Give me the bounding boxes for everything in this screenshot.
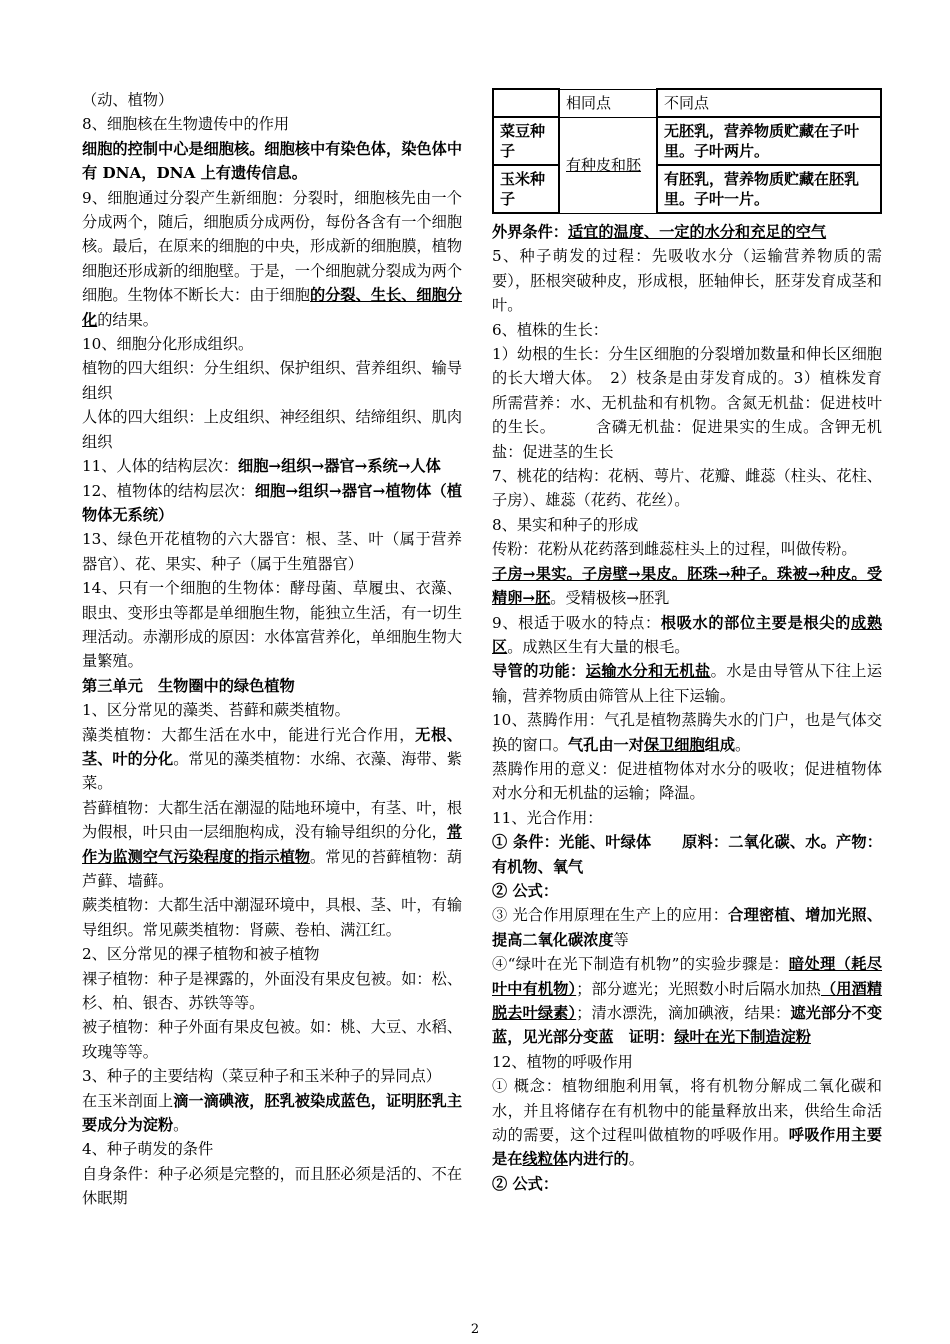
text-line: 细胞的控制中心是细胞核。细胞核中有染色体，染色体中有 DNA，DNA 上有遗传信息。: [82, 139, 462, 183]
text-line: 传粉：花粉从花药落到雌蕊柱头上的过程，叫做传粉。: [492, 540, 857, 559]
text-run: ；部分遮光；光照数小时后隔水加热: [576, 979, 821, 998]
text-run: 暗处理（耗尽叶中有机物）: [492, 955, 883, 998]
text-run: 10、蒸腾作用：气孔是植物蒸腾失水的门户，也是气体交换的窗口。: [492, 711, 882, 754]
page-number: 2: [470, 1322, 480, 1337]
section-heading: 12、植物的呼吸作用: [492, 1052, 633, 1071]
paragraph: [492, 220, 882, 244]
text-run: 苔藓植物：大都生活在潮湿的陆地环境中，有茎、叶，根为假根，叶只由一层细胞构成，没有输导组织的分化，: [82, 798, 462, 842]
text-run: 11、人体的结构层次：: [82, 457, 239, 476]
text-run: 子房→果实。子房壁→果皮。胚珠→种子。珠被→种皮。受精卵→胚: [492, 564, 882, 608]
paragraph: [82, 1089, 462, 1138]
left-column: [82, 88, 462, 1211]
paragraph: [492, 611, 882, 660]
text-run: 适宜的温度、一定的水分和充足的空气: [567, 223, 827, 241]
text-line: 自身条件：种子必须是完整的，而且胚必须是活的、不在休眠期: [82, 1164, 462, 1208]
paragraph: [492, 1074, 882, 1172]
text-line: 植物的四大组织：分生组织、保护组织、营养组织、输导组织: [82, 359, 462, 402]
section-heading: 4、种子萌发的条件: [82, 1140, 214, 1159]
seed-comparison-table: [492, 88, 882, 214]
table-header-row: [493, 89, 881, 117]
text-run: 。: [628, 1150, 644, 1169]
text-line: 裸子植物：种子是裸露的，外面没有果皮包被。如：松、杉、柏、银杏、苏铁等等。: [82, 969, 462, 1013]
paragraph: [492, 659, 882, 708]
unit-heading: 第三单元 生物圈中的绿色植物: [82, 676, 295, 695]
paragraph: [492, 562, 882, 611]
text-line: 1）幼根的生长：分生区细胞的分裂增加数量和伸长区细胞的长大增大体。 2）枝条是由芽发育成的。3）植株发育所需营养：水、无机盐和有机物。含氮无机盐：促进枝叶的生长。 含磷无机盐：促进果实的生成。含钾无机盐：促进茎的生长: [492, 345, 882, 461]
text-run: ③ 光合作用原理在生产上的应用：: [492, 906, 729, 925]
paragraph: [82, 796, 462, 894]
paragraph: [492, 903, 882, 952]
table-header-cell: 不同点: [657, 89, 881, 117]
section-heading: 8、果实和种子的形成: [492, 515, 639, 534]
text-run: （用酒精脱去叶绿素）: [492, 979, 883, 1022]
text-run: 。: [735, 735, 751, 754]
text-run: 根吸水的部位主要是根尖的: [660, 613, 851, 632]
text-run: 9、根适于吸水的特点：: [492, 613, 661, 632]
table-row: [493, 165, 881, 213]
text-line: ① 条件：光能、叶绿体 原料：二氧化碳、水。产物：有机物、氧气: [492, 833, 882, 876]
paragraph: [82, 723, 462, 796]
text-line: ② 公式：: [492, 881, 559, 900]
text-run: ① 概念：植物细胞利用氧，将有机物分解成二氧化碳和水，并且将储存在有机物中的能量释放出来，供给生命活动的需要，这个过程叫做植物的呼吸作用。: [492, 1077, 882, 1145]
text-line: 13、绿色开花植物的六大器官：根、茎、叶（属于营养器官）、花、果实、种子（属于生殖器官）: [82, 530, 462, 573]
text-run: 线粒体: [522, 1150, 568, 1169]
paragraph: [82, 454, 462, 478]
text-run: 滴一滴碘液，胚乳被染成蓝色，证明胚乳主要成分为淀粉: [82, 1091, 463, 1135]
section-heading: 1、区分常见的藻类、苔藓和蕨类植物。: [82, 701, 350, 720]
text-run: 。受精极核→胚乳: [550, 589, 670, 608]
table-row: [493, 117, 881, 165]
text-run: 9、细胞通过分裂产生新细胞：分裂时，细胞核先由一个分成两个，随后，细胞质分成两份，每份各含有一个细胞核。最后，在原来的细胞的中央，形成新的细胞膜，植物细胞还形成新的细胞壁。于是，一个细胞就分裂成为两个细胞。生物体不断长大：由于细胞: [82, 188, 462, 305]
text-run: 无根、茎、叶的分化: [82, 725, 463, 768]
section-heading: 10、细胞分化形成组织。: [82, 335, 254, 354]
text-run: 成熟区: [492, 613, 883, 656]
text-run: 合理密植、增加光照、提高二氧化碳浓度: [492, 906, 883, 949]
text-run: 等: [613, 930, 629, 949]
text-run: 呼吸作用主要是在: [492, 1126, 883, 1169]
text-run: 组成: [704, 735, 735, 754]
text-run: 导管的功能：: [492, 662, 586, 681]
text-run: 证明：: [613, 1028, 675, 1047]
text-run: 。常见的藻类植物：水绵、衣藻、海带、紫菜。: [82, 749, 463, 793]
text-run: 在玉米剖面上: [82, 1091, 174, 1110]
text-run: 运输水分和无机盐: [585, 662, 711, 681]
text-run: 。成熟区生有大量的根毛。: [507, 637, 690, 656]
table-cell: 有胚乳，营养物质贮藏在胚乳里。子叶一片。: [657, 165, 881, 213]
section-heading: 11、光合作用：: [492, 808, 603, 827]
text-line: 蕨类植物：大都生活中潮湿环境中，具根、茎、叶，有输导组织。常见蕨类植物：肾蕨、卷柏、满江红。: [82, 896, 462, 939]
text-line: 被子植物：种子外面有果皮包被。如：桃、大豆、水稻、玫瑰等等。: [82, 1018, 462, 1061]
text-run: 细胞→组织→器官→系统→人体: [238, 457, 441, 476]
text-run: 气孔由一对: [567, 735, 644, 754]
section-heading: 8、细胞核在生物遗传中的作用: [82, 115, 290, 134]
paragraph: [492, 708, 882, 757]
text-run: 藻类植物：大都生活在水中，能进行光合作用，: [82, 725, 416, 744]
text-line: 人体的四大组织：上皮组织、神经组织、结缔组织、肌肉组织: [82, 408, 462, 451]
text-line: 5、种子萌发的过程：先吸收水分（运输营养物质的需要），胚根突破种皮，形成根，胚轴伸长，胚芽发育成茎和叶。: [492, 247, 882, 315]
table-cell: 有种皮和胚: [559, 117, 657, 213]
text-run: 内进行的: [567, 1150, 629, 1169]
text-run: 的结果。: [97, 310, 158, 329]
text-run: ；清水漂洗，滴加碘液，结果：: [576, 1004, 791, 1022]
text-run: 保卫细胞: [643, 735, 705, 754]
section-heading: 3、种子的主要结构（菜豆种子和玉米种子的异同点）: [82, 1067, 441, 1086]
text-line: 蒸腾作用的意义：促进植物体对水分的吸收；促进植物体对水分和无机盐的运输；降温。: [492, 759, 882, 803]
right-column: [492, 88, 882, 1196]
text-run: 细胞→组织→器官→植物体（植物体无系统）: [82, 481, 462, 524]
text-run: 。水是由导管从下往上运输，营养物质由筛管从上往下运输。: [492, 662, 882, 705]
text-line: 7、桃花的结构：花柄、萼片、花瓣、雌蕊（柱头、花柱、子房）、雄蕊（花药、花丝）。: [492, 467, 882, 510]
text-run: 外界条件：: [492, 223, 568, 241]
text-run: 。常见的苔藓植物：葫芦藓、墙藓。: [82, 847, 463, 890]
paragraph: [492, 952, 882, 1050]
table-header-cell: [493, 89, 559, 117]
text-run: 。: [173, 1116, 189, 1135]
table-cell: 玉米种子: [493, 165, 559, 213]
text-run: 12、植物体的结构层次：: [82, 481, 255, 500]
text-run: ④“绿叶在光下制造有机物”的实验步骤是：: [492, 955, 789, 974]
text-run: 绿叶在光下制造淀粉: [674, 1028, 811, 1047]
text-run: 常作为监测空气污染程度的指示植物: [82, 823, 462, 866]
text-line: ② 公式：: [492, 1174, 559, 1193]
section-heading: 2、区分常见的裸子植物和被子植物: [82, 945, 320, 964]
text-run: 遮光部分不变蓝，见光部分变蓝: [492, 1004, 883, 1047]
paragraph: [82, 479, 462, 528]
table-header-cell: 相同点: [559, 89, 657, 117]
paragraph: [82, 186, 462, 332]
table-cell: 菜豆种子: [493, 117, 559, 165]
section-heading: 6、植株的生长：: [492, 320, 608, 339]
text-line: （动、植物）: [82, 91, 174, 109]
text-line: 14、只有一个细胞的生物体：酵母菌、草履虫、衣藻、眼虫、变形虫等都是单细胞生物，能独立生活，有一切生理活动。赤潮形成的原因：水体富营养化，单细胞生物大量繁殖。: [82, 579, 462, 671]
text-run: 的分裂、生长、细胞分化: [82, 286, 463, 329]
table-cell: 无胚乳，营养物质贮藏在子叶里。子叶两片。: [657, 117, 881, 165]
